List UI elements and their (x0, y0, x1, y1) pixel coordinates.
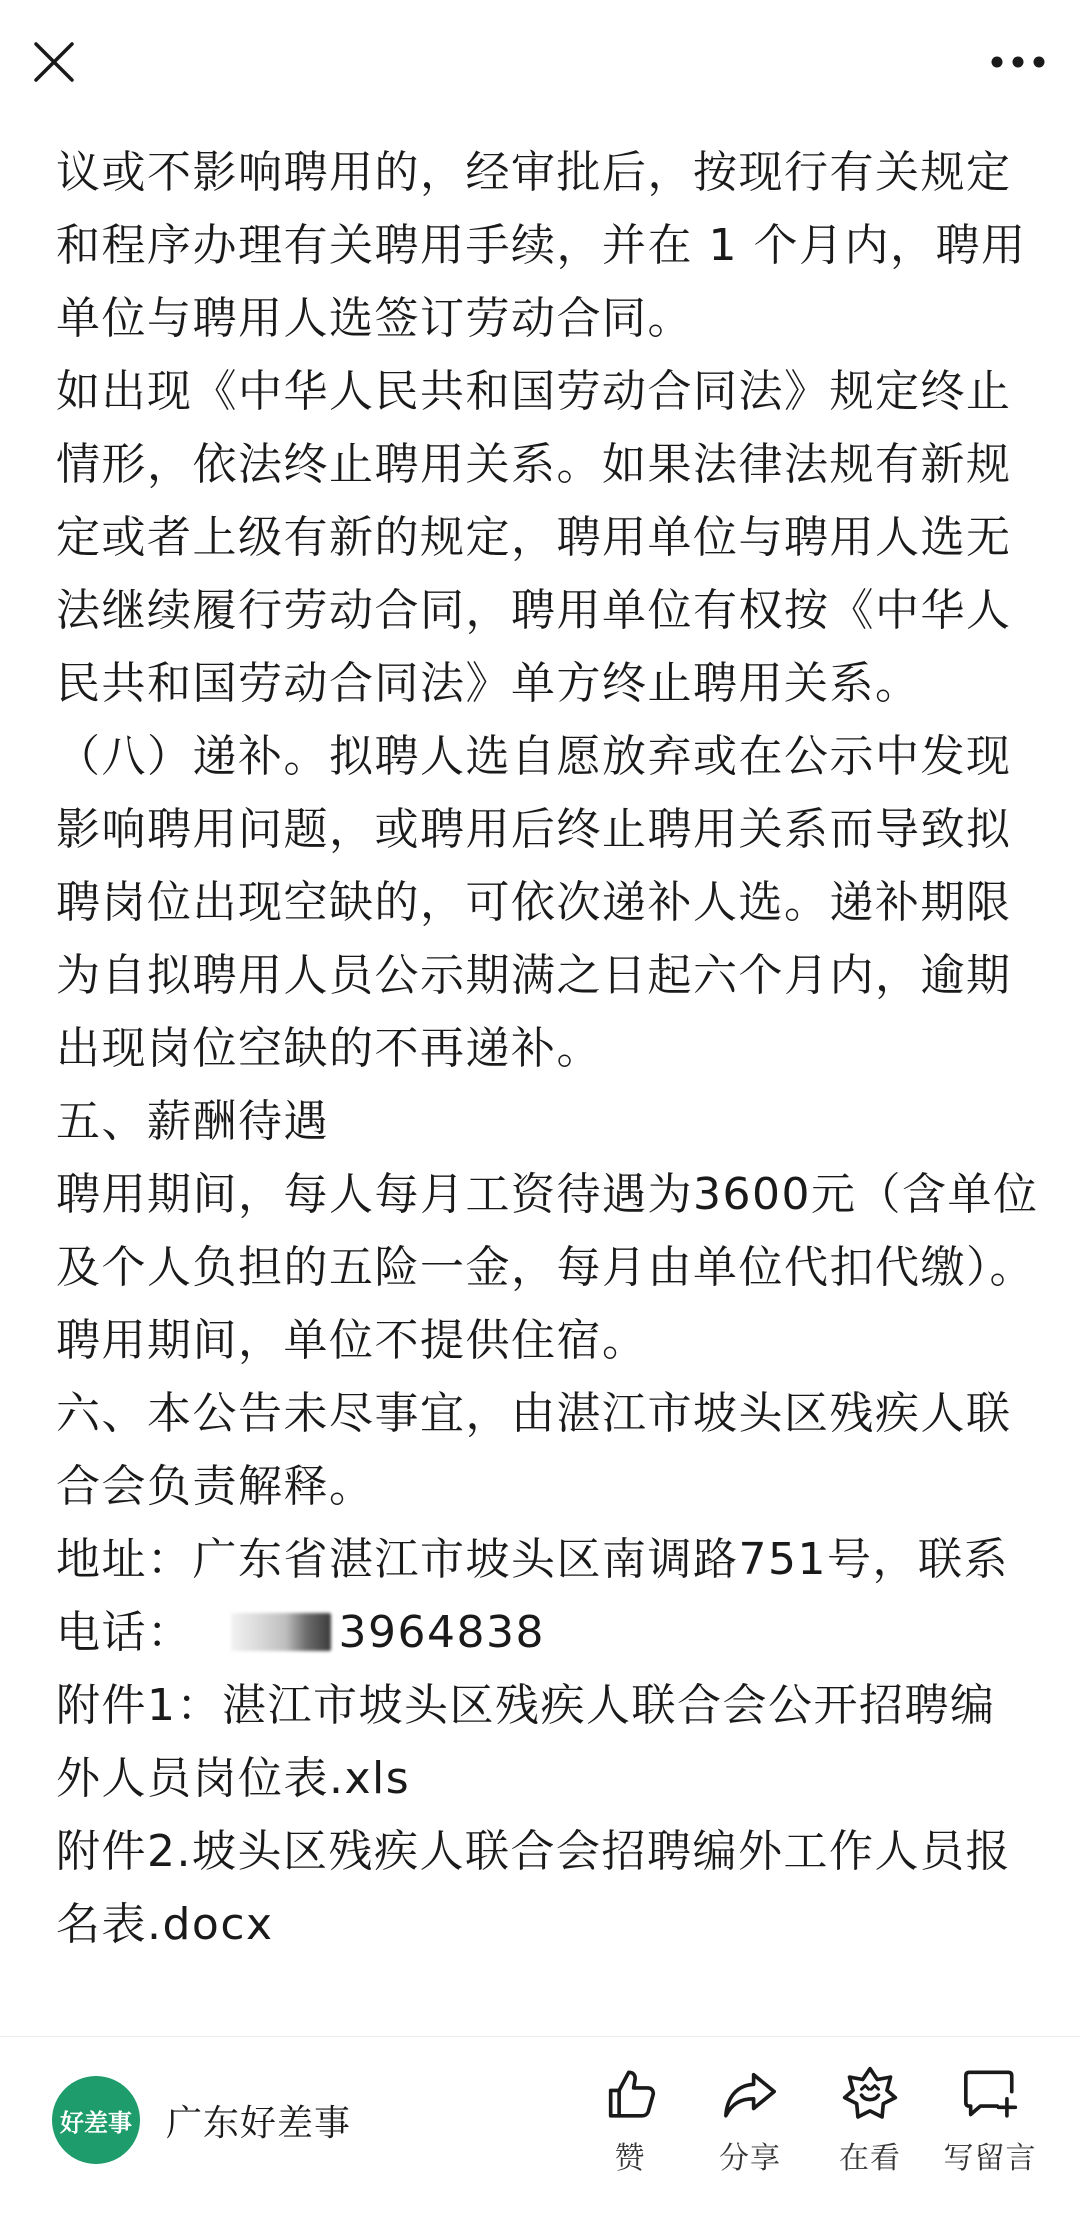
contact-phone: 3964838 (338, 1607, 545, 1658)
account-name[interactable]: 广东好差事 (166, 2102, 352, 2144)
share-icon (721, 2065, 779, 2123)
paragraph-salary: 聘用期间，每人每月工资待遇为3600元（含单位及个人负担的五险一金，每月由单位代扣代缴）。聘用期间，单位不提供住宿。 (56, 1169, 1039, 1366)
more-options-button[interactable] (978, 34, 1058, 90)
bottom-action-bar (0, 2036, 1080, 2224)
attachment-link-2[interactable]: 附件2.坡头区残疾人联合会招聘编外工作人员报名表.docx (56, 1826, 1011, 1950)
redacted-phone-prefix (231, 1613, 331, 1651)
paragraph-contact (56, 1523, 1040, 1669)
section-heading-salary: 五、薪酬待遇 (56, 1096, 329, 1147)
close-button[interactable] (22, 30, 86, 94)
comment-icon (961, 2065, 1019, 2123)
comment-label: 写留言 (943, 2141, 1037, 2176)
wow-icon (841, 2065, 899, 2123)
paragraph-interpretation: 六、本公告未尽事宜，由湛江市坡头区残疾人联合会负责解释。 (56, 1388, 1012, 1512)
paragraph-termination: 如出现《中华人民共和国劳动合同法》规定终止情形，依法终止聘用关系。如果法律法规有新规定或者上级有新的规定，聘用单位与聘用人选无法继续履行劳动合同，聘用单位有权按《中华人民共和国劳动合同法》单方终止聘用关系。 (56, 366, 1012, 709)
like-button[interactable] (570, 2065, 690, 2177)
paragraph-signing: 议或不影响聘用的，经审批后，按现行有关规定和程序办理有关聘用手续，并在 1 个月内，聘用单位与聘用人选签订劳动合同。 (56, 147, 1027, 344)
thumbs-up-icon (601, 2065, 659, 2123)
top-bar (0, 0, 1080, 130)
action-group (570, 2065, 1050, 2177)
avatar[interactable]: 好差事 (52, 2076, 140, 2164)
attachment-link-1[interactable]: 附件1：湛江市坡头区残疾人联合会公开招聘编外人员岗位表.xls (56, 1680, 996, 1804)
contact-address: 地址：广东省湛江市坡头区南调路751号，联系电话： (56, 1534, 1009, 1658)
like-label: 赞 (614, 2141, 646, 2176)
more-icon (990, 55, 1046, 69)
paragraph-replacement: （八）递补。拟聘人选自愿放弃或在公示中发现影响聘用问题，或聘用后终止聘用关系而导致拟聘岗位出现空缺的，可依次递补人选。递补期限为自拟聘用人员公示期满之日起六个月内，逾期出现岗位空缺的不再递补。 (56, 731, 1012, 1074)
article-body (56, 136, 1040, 2036)
wow-button[interactable] (810, 2065, 930, 2177)
share-label: 分享 (719, 2141, 781, 2176)
account-profile[interactable] (52, 2075, 351, 2165)
share-button[interactable] (690, 2065, 810, 2177)
wow-label: 在看 (839, 2141, 901, 2176)
comment-button[interactable] (930, 2065, 1050, 2177)
close-icon (32, 40, 76, 84)
